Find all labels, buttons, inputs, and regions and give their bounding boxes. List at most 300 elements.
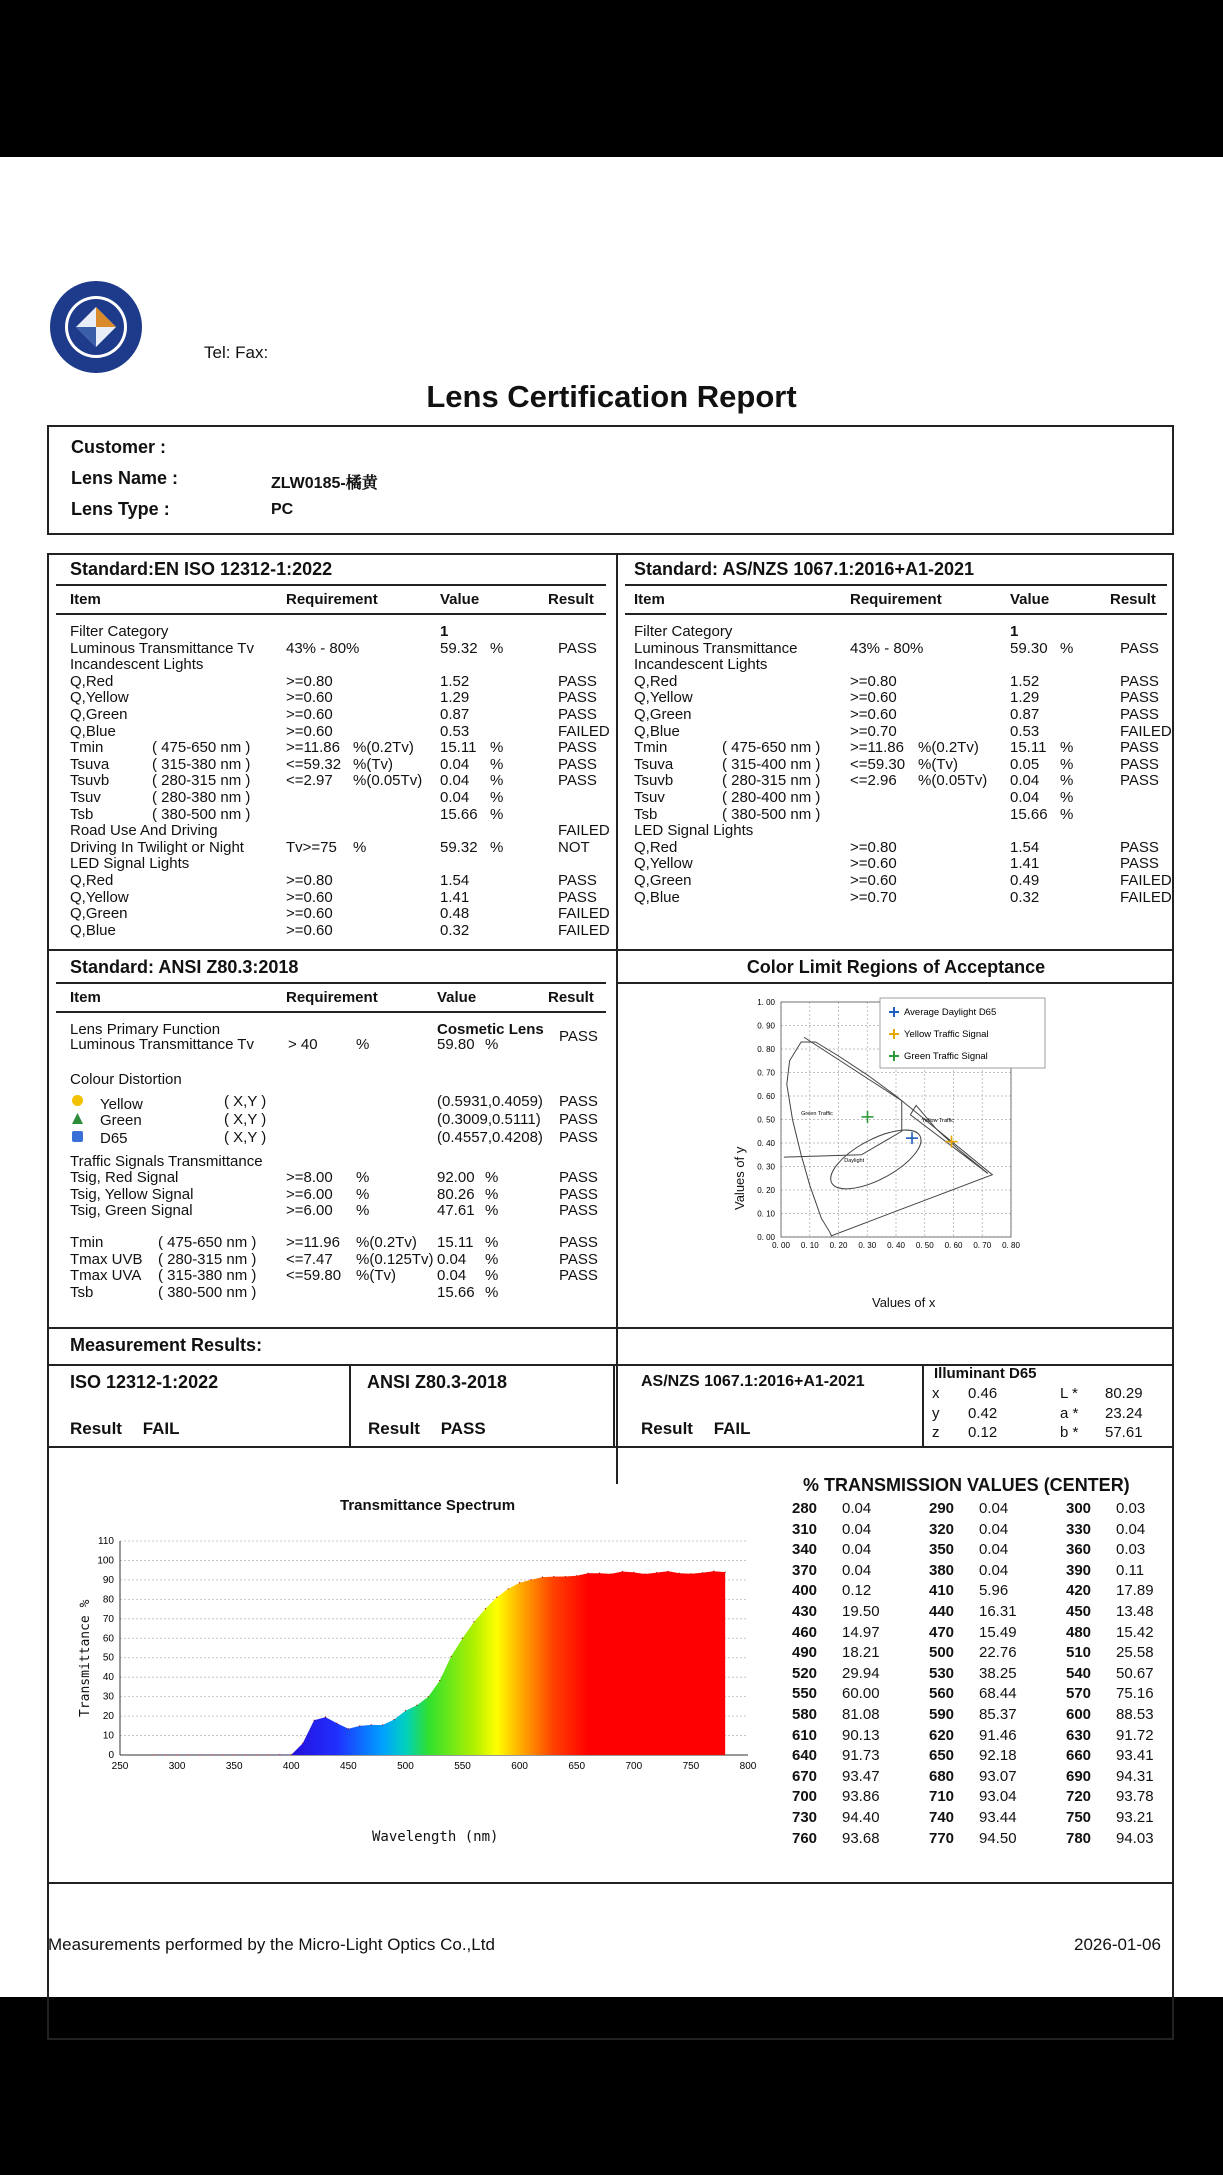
row-value: 0.87 [1010, 705, 1040, 723]
spectrum-xtick: 700 [625, 1761, 643, 1772]
spectrum-ytick: 60 [102, 1633, 114, 1645]
uv-result: PASS [559, 1250, 598, 1268]
row-item: Q,Blue [634, 888, 680, 906]
transmission-row [792, 1520, 1162, 1541]
row-item: Driving In Twilight or Night [70, 838, 244, 856]
transmission-value: 0.04 [1116, 1520, 1146, 1538]
asnzs-row [634, 757, 1164, 774]
spectrum-point [314, 1720, 315, 1721]
colour-name: D65 [100, 1130, 128, 1147]
transmission-wavelength: 490 [792, 1644, 818, 1662]
spectrum-point [576, 1575, 577, 1576]
asnzs-row [634, 856, 1164, 873]
spectrum-point [393, 1719, 394, 1720]
asnzs-result-row [641, 1419, 751, 1439]
spectrum-point [439, 1680, 440, 1681]
iso-row [70, 823, 610, 840]
asnzs-row [634, 624, 1164, 641]
traffic-row [70, 1187, 610, 1204]
cie-xtick: 0. 80 [1002, 1241, 1020, 1250]
spectrum-point [405, 1710, 406, 1711]
cie-xtick: 0. 50 [915, 1241, 934, 1250]
row-item: Q,Red [634, 838, 678, 856]
spectrum-point [473, 1621, 474, 1622]
row-result: NOT [558, 838, 590, 856]
spectrum-point [222, 1754, 223, 1755]
transmission-value: 75.16 [1116, 1685, 1154, 1703]
iso-row [70, 690, 610, 707]
illuminant-v2: 23.24 [1105, 1404, 1143, 1422]
iso-rows [70, 624, 610, 939]
traffic-item: Tsig, Yellow Signal [70, 1185, 194, 1203]
transmission-row [792, 1746, 1162, 1767]
row-item: Incandescent Lights [634, 656, 768, 674]
illuminant-v2: 80.29 [1105, 1385, 1143, 1402]
row-result: PASS [558, 689, 597, 707]
lens-name-value: ZLW0185-橘黄 [271, 475, 378, 492]
row-value: 15.11 [1010, 739, 1047, 757]
spectrum-point [622, 1571, 623, 1572]
transmission-value: 0.03 [1116, 1500, 1146, 1517]
transmission-value: 60.00 [842, 1685, 880, 1703]
spectrum-point [154, 1754, 155, 1755]
cie-xtick: 0. 30 [858, 1241, 877, 1250]
cie-xtick: 0. 40 [887, 1241, 905, 1250]
ansi-result-value: PASS [440, 1419, 486, 1438]
row-range: ( 280-315 nm ) [152, 772, 251, 790]
row-requirement: >=11.86 [850, 739, 904, 757]
spectrum-ytick: 10 [102, 1730, 114, 1742]
row-requirement: >=0.80 [850, 672, 897, 690]
customer-label: Customer : [71, 437, 167, 457]
transmission-wavelength: 760 [792, 1829, 818, 1847]
row-requirement: >=0.60 [286, 888, 333, 906]
company-logo [48, 279, 144, 375]
transmission-row [792, 1581, 1162, 1602]
ansi-header-item: Item [70, 989, 101, 1006]
row-item: Incandescent Lights [70, 656, 204, 674]
row-result: PASS [1120, 639, 1159, 657]
row-value: 1.29 [1010, 689, 1040, 707]
row-requirement: 43% - 80% [850, 639, 924, 657]
ansi-header-result: Result [548, 989, 594, 1006]
row-requirement: >=0.70 [850, 888, 897, 906]
cie-ytick: 0. 90 [757, 1021, 775, 1031]
center-divider [616, 553, 618, 1484]
row-range: ( 280-400 nm ) [722, 788, 821, 806]
transmission-value: 0.11 [1116, 1561, 1145, 1579]
cie-xtick: 0. 00 [772, 1241, 790, 1250]
transmission-value: 0.04 [979, 1541, 1009, 1559]
row-value: 59.32 [440, 639, 478, 657]
iso-header-result: Result [548, 591, 594, 608]
asnzs-header-value: Value [1010, 591, 1050, 608]
transmission-wavelength: 600 [1066, 1705, 1092, 1723]
transmission-wavelength: 510 [1066, 1644, 1092, 1662]
uv-vunit: % [485, 1267, 499, 1285]
asnzs-row [634, 888, 1172, 907]
spectrum-ytick: 80 [102, 1594, 114, 1606]
cie-chart [716, 992, 1056, 1322]
spectrum-point [256, 1754, 257, 1755]
row-range: ( 380-500 nm ) [722, 805, 821, 823]
transmission-wavelength: 360 [1066, 1541, 1092, 1559]
transmission-wavelength: 530 [929, 1664, 955, 1682]
row-result: FAILED [1120, 888, 1172, 906]
color-limit-rule [617, 982, 1174, 984]
transmission-wavelength: 550 [792, 1685, 818, 1703]
uv-req: <=59.80 [286, 1267, 342, 1285]
lens-info-box [47, 425, 1174, 535]
transmission-wavelength: 660 [1066, 1747, 1092, 1765]
ansi-header-rule [56, 1011, 606, 1013]
row-item: Q,Green [70, 705, 128, 723]
spectrum-point [302, 1743, 303, 1744]
cie-green-region-label: Green Traffic [801, 1110, 833, 1117]
transmission-wavelength: 780 [1066, 1829, 1092, 1847]
transmission-wavelength: 290 [929, 1500, 955, 1517]
illuminant-row [930, 1405, 1170, 1425]
row-item: Q,Yellow [70, 689, 129, 707]
colour-xy: ( X,Y ) [224, 1093, 267, 1110]
ansi-uv-row [70, 1285, 610, 1302]
row-item: Tsuv [70, 788, 101, 806]
colour-distortion-rows [70, 1093, 610, 1147]
row-requirement: >=0.80 [286, 672, 333, 690]
illuminant-row [930, 1424, 1170, 1444]
spectrum-point [359, 1725, 360, 1726]
asnzs-row [634, 807, 1164, 824]
row-result: PASS [558, 871, 597, 889]
transmission-wavelength: 300 [1066, 1500, 1092, 1517]
row-value: 0.04 [1010, 772, 1040, 790]
spectrum-xtick: 400 [282, 1761, 300, 1772]
row-requirement: >=0.60 [286, 722, 333, 740]
traffic-vunit: % [485, 1185, 499, 1203]
row-range: ( 280-380 nm ) [152, 788, 251, 806]
transmission-row [792, 1499, 1162, 1520]
transmission-wavelength: 280 [792, 1500, 818, 1517]
traffic-rows [70, 1170, 610, 1220]
transmission-wavelength: 730 [792, 1808, 818, 1826]
iso-result-label: Result [70, 1419, 122, 1438]
transmission-row [792, 1808, 1162, 1829]
asnzs-result-value: FAIL [713, 1419, 751, 1438]
transmission-value: 94.31 [1116, 1767, 1154, 1785]
row-item: Tsuv [634, 788, 665, 806]
transmission-wavelength: 430 [792, 1602, 818, 1620]
transmission-row [792, 1540, 1162, 1561]
row-value-unit: % [1060, 788, 1074, 806]
ansi-header-requirement: Requirement [286, 989, 378, 1006]
transmission-wavelength: 680 [929, 1767, 955, 1785]
cie-ytick: 0. 30 [757, 1162, 775, 1172]
uv-item: Tmax UVB [70, 1250, 143, 1268]
spectrum-ytick: 20 [102, 1711, 114, 1723]
cie-xtick: 0. 20 [829, 1241, 848, 1250]
row-item: Tsuva [634, 755, 674, 773]
spectrum-ytick: 30 [102, 1691, 114, 1703]
footer-note: Measurements performed by the Micro-Light Optics Co.,Ltd [48, 1935, 495, 1954]
spectrum-point [485, 1608, 486, 1609]
spectrum-point [451, 1656, 452, 1657]
row-result: FAILED [558, 921, 610, 939]
illuminant-k2: b * [1060, 1424, 1079, 1441]
transmission-row [792, 1643, 1162, 1664]
transmission-row [792, 1726, 1162, 1747]
transmission-value: 0.03 [1116, 1541, 1146, 1559]
row-value: 0.04 [1010, 788, 1040, 806]
cie-xtick: 0. 60 [944, 1241, 963, 1250]
row-value: 0.32 [440, 921, 470, 939]
transmission-value: 93.07 [979, 1767, 1017, 1785]
asnzs-row [634, 871, 1172, 890]
row-value-unit: % [490, 639, 504, 657]
spectrum-point [188, 1754, 189, 1755]
transmission-wavelength: 650 [929, 1747, 955, 1765]
transmission-wavelength: 480 [1066, 1623, 1092, 1641]
transmission-title: % TRANSMISSION VALUES (CENTER) [803, 1475, 1130, 1495]
row-unit: %(0.2Tv) [918, 739, 979, 757]
iso-row [70, 856, 610, 873]
row-item: Tsb [70, 805, 94, 823]
row-result: PASS [1120, 838, 1159, 856]
row-requirement: >=0.70 [850, 722, 897, 740]
transmission-row [792, 1705, 1162, 1726]
transmission-wavelength: 620 [929, 1726, 955, 1744]
divider-2 [47, 1327, 1174, 1329]
report-page [0, 157, 1223, 1997]
traffic-unit: % [356, 1202, 370, 1220]
spectrum-xtick: 600 [511, 1761, 528, 1772]
spectrum-xlabel: Wavelength (nm) [372, 1829, 499, 1845]
row-result: PASS [558, 639, 597, 657]
spectrum-ytick: 40 [102, 1672, 114, 1684]
colour-xy: ( X,Y ) [224, 1111, 267, 1128]
transmission-value: 88.53 [1116, 1705, 1154, 1723]
transmission-row [792, 1787, 1162, 1808]
colour-value: (0.4557,0.4208) [437, 1129, 543, 1146]
traffic-vunit: % [485, 1169, 499, 1186]
asnzs-row [634, 790, 1164, 807]
spectrum-xtick: 500 [397, 1761, 414, 1772]
spectrum-point [610, 1573, 611, 1574]
row-value-unit: % [1060, 805, 1074, 823]
transmission-value: 16.31 [979, 1602, 1017, 1620]
row-value: 1.54 [440, 871, 470, 889]
row-requirement: >=0.60 [850, 871, 897, 889]
transmission-value: 22.76 [979, 1644, 1017, 1662]
transmission-wavelength: 520 [792, 1664, 818, 1682]
row-result: PASS [558, 672, 597, 690]
asnzs-rows [634, 623, 1172, 906]
ansi-result-label: Result [368, 1419, 420, 1438]
asnzs-row [634, 722, 1172, 741]
row-item: LED Signal Lights [70, 855, 190, 873]
iso-row [70, 923, 610, 940]
transmission-wavelength: 460 [792, 1623, 818, 1641]
uv-result: PASS [559, 1234, 598, 1251]
row-range: ( 475-650 nm ) [722, 739, 821, 757]
transmission-row [792, 1829, 1162, 1850]
row-value: 0.53 [440, 722, 470, 740]
row-item: Q,Blue [70, 722, 116, 740]
row-result: FAILED [1120, 722, 1172, 740]
transmission-value: 93.44 [979, 1808, 1017, 1826]
cie-legend-label: Average Daylight D65 [904, 1007, 997, 1018]
transmission-wavelength: 590 [929, 1705, 955, 1723]
row-item: Q,Blue [70, 921, 116, 939]
iso-header-requirement: Requirement [286, 591, 378, 608]
transmission-value: 91.73 [842, 1747, 880, 1765]
traffic-value: 47.61 [437, 1202, 475, 1220]
transmission-value: 91.72 [1116, 1726, 1154, 1744]
spectrum-point [656, 1572, 657, 1573]
transmission-wavelength: 700 [792, 1788, 818, 1806]
row-item: Filter Category [70, 623, 169, 640]
ansi-lum-result: PASS [559, 1027, 598, 1045]
spectrum-xtick: 250 [111, 1761, 129, 1772]
asnzs-header-result: Result [1110, 591, 1156, 608]
transmission-value: 0.12 [842, 1582, 872, 1600]
transmission-wavelength: 630 [1066, 1726, 1092, 1744]
ansi-uv-row [70, 1268, 610, 1285]
spectrum-ytick: 50 [102, 1652, 114, 1664]
row-item: Q,Yellow [634, 689, 693, 707]
transmission-wavelength: 670 [792, 1767, 818, 1785]
row-result: PASS [1120, 855, 1159, 873]
ansi-section-title: Standard: ANSI Z80.3:2018 [70, 957, 299, 977]
row-result: PASS [558, 705, 597, 723]
row-value-unit: % [1060, 639, 1074, 657]
transmission-value: 0.04 [842, 1520, 872, 1538]
traffic-item: Tsig, Green Signal [70, 1202, 193, 1220]
transmission-value: 94.50 [979, 1829, 1017, 1847]
row-unit: % [353, 838, 367, 856]
uv-vunit: % [485, 1234, 499, 1251]
row-value: 59.32 [440, 838, 478, 856]
colour-distortion-title: Colour Distortion [70, 1071, 182, 1088]
transmission-wavelength: 340 [792, 1541, 818, 1559]
row-item: Q,Blue [634, 722, 680, 740]
row-unit: %(0.2Tv) [353, 739, 414, 757]
lens-primary-function-label: Lens Primary Function [70, 1021, 221, 1038]
iso-title-rule [56, 584, 606, 586]
transmission-wavelength: 350 [929, 1541, 955, 1559]
spectrum-ytick: 100 [97, 1555, 114, 1567]
row-value: 0.48 [440, 905, 470, 923]
row-value: 1 [1010, 623, 1019, 640]
ansi-lum-req: > 40 [288, 1035, 318, 1053]
traffic-value: 80.26 [437, 1185, 475, 1203]
iso-header-rule [56, 613, 606, 615]
spectrum-point [530, 1579, 531, 1580]
ansi-result-row [368, 1419, 486, 1439]
row-item: Q,Green [70, 905, 128, 923]
row-value: 0.04 [440, 772, 470, 790]
uv-result: PASS [559, 1267, 598, 1285]
row-result: FAILED [558, 822, 610, 840]
row-item: Tsb [634, 805, 658, 823]
measurement-title: Measurement Results: [70, 1335, 263, 1355]
row-item: Q,Red [70, 672, 114, 690]
illuminant-v2: 57.61 [1105, 1424, 1143, 1441]
spectrum-title: Transmittance Spectrum [340, 1497, 516, 1514]
iso-row [70, 773, 610, 790]
row-result: PASS [1120, 755, 1159, 773]
spectrum-xtick: 650 [568, 1761, 586, 1772]
row-requirement: >=0.80 [850, 838, 897, 856]
spectrum-point [679, 1573, 680, 1574]
row-item: Q,Red [634, 672, 678, 690]
green-triangle-icon [72, 1113, 83, 1124]
iso-result-value: FAIL [142, 1419, 180, 1438]
traffic-unit: % [356, 1185, 370, 1203]
row-item: Tsuvb [634, 772, 674, 790]
row-unit: %(Tv) [353, 755, 393, 773]
traffic-vunit: % [485, 1202, 499, 1220]
row-value-unit: % [490, 755, 504, 773]
transmission-value: 14.97 [842, 1623, 880, 1641]
row-value: 15.11 [440, 739, 477, 757]
transmission-wavelength: 440 [929, 1602, 955, 1620]
row-value-unit: % [490, 739, 504, 757]
iso-row [70, 740, 610, 757]
transmission-value: 90.13 [842, 1726, 880, 1744]
traffic-item: Tsig, Red Signal [70, 1169, 179, 1186]
divider-4 [47, 1446, 1174, 1448]
result-divider-c [922, 1364, 924, 1447]
row-requirement: >=11.86 [286, 739, 340, 757]
spectrum-ylabel: Transmittance % [78, 1599, 93, 1717]
row-item: Q,Red [70, 871, 114, 889]
asnzs-section-title: Standard: AS/NZS 1067.1:2016+A1-2021 [634, 559, 974, 579]
colour-row [70, 1111, 610, 1129]
illuminant-k2: L * [1060, 1385, 1078, 1402]
transmission-value: 93.41 [1116, 1747, 1154, 1765]
spectrum-point [234, 1754, 235, 1755]
row-result: FAILED [558, 722, 610, 740]
spectrum-point [702, 1572, 703, 1573]
page-title: Lens Certification Report [426, 379, 797, 414]
row-requirement: <=59.30 [850, 755, 906, 773]
transmission-wavelength: 330 [1066, 1520, 1092, 1538]
asnzs-row [634, 740, 1164, 757]
spectrum-point [279, 1754, 280, 1755]
row-value: 1.41 [440, 888, 470, 906]
row-unit: %(0.05Tv) [353, 772, 423, 790]
transmission-wavelength: 470 [929, 1623, 955, 1641]
illuminant-rows [930, 1385, 1170, 1444]
ansi-uv-row [70, 1235, 610, 1252]
row-value: 1.29 [440, 689, 470, 707]
asnzs-row [634, 773, 1164, 790]
asnzs-header-rule [625, 613, 1167, 615]
spectrum-ytick: 110 [98, 1536, 114, 1547]
row-result: PASS [558, 755, 597, 773]
transmission-value: 93.86 [842, 1788, 880, 1806]
iso-row [70, 790, 610, 807]
transmission-wavelength: 410 [929, 1582, 955, 1600]
spectrum-point [382, 1724, 383, 1725]
transmission-value: 38.25 [979, 1664, 1017, 1682]
iso-row [70, 807, 610, 824]
row-requirement: <=59.32 [286, 755, 342, 773]
cie-daylight-region-label: Daylight [844, 1157, 865, 1164]
spectrum-point [336, 1723, 337, 1724]
row-item: Luminous Transmittance Tv [70, 639, 254, 657]
row-result: PASS [1120, 739, 1159, 757]
